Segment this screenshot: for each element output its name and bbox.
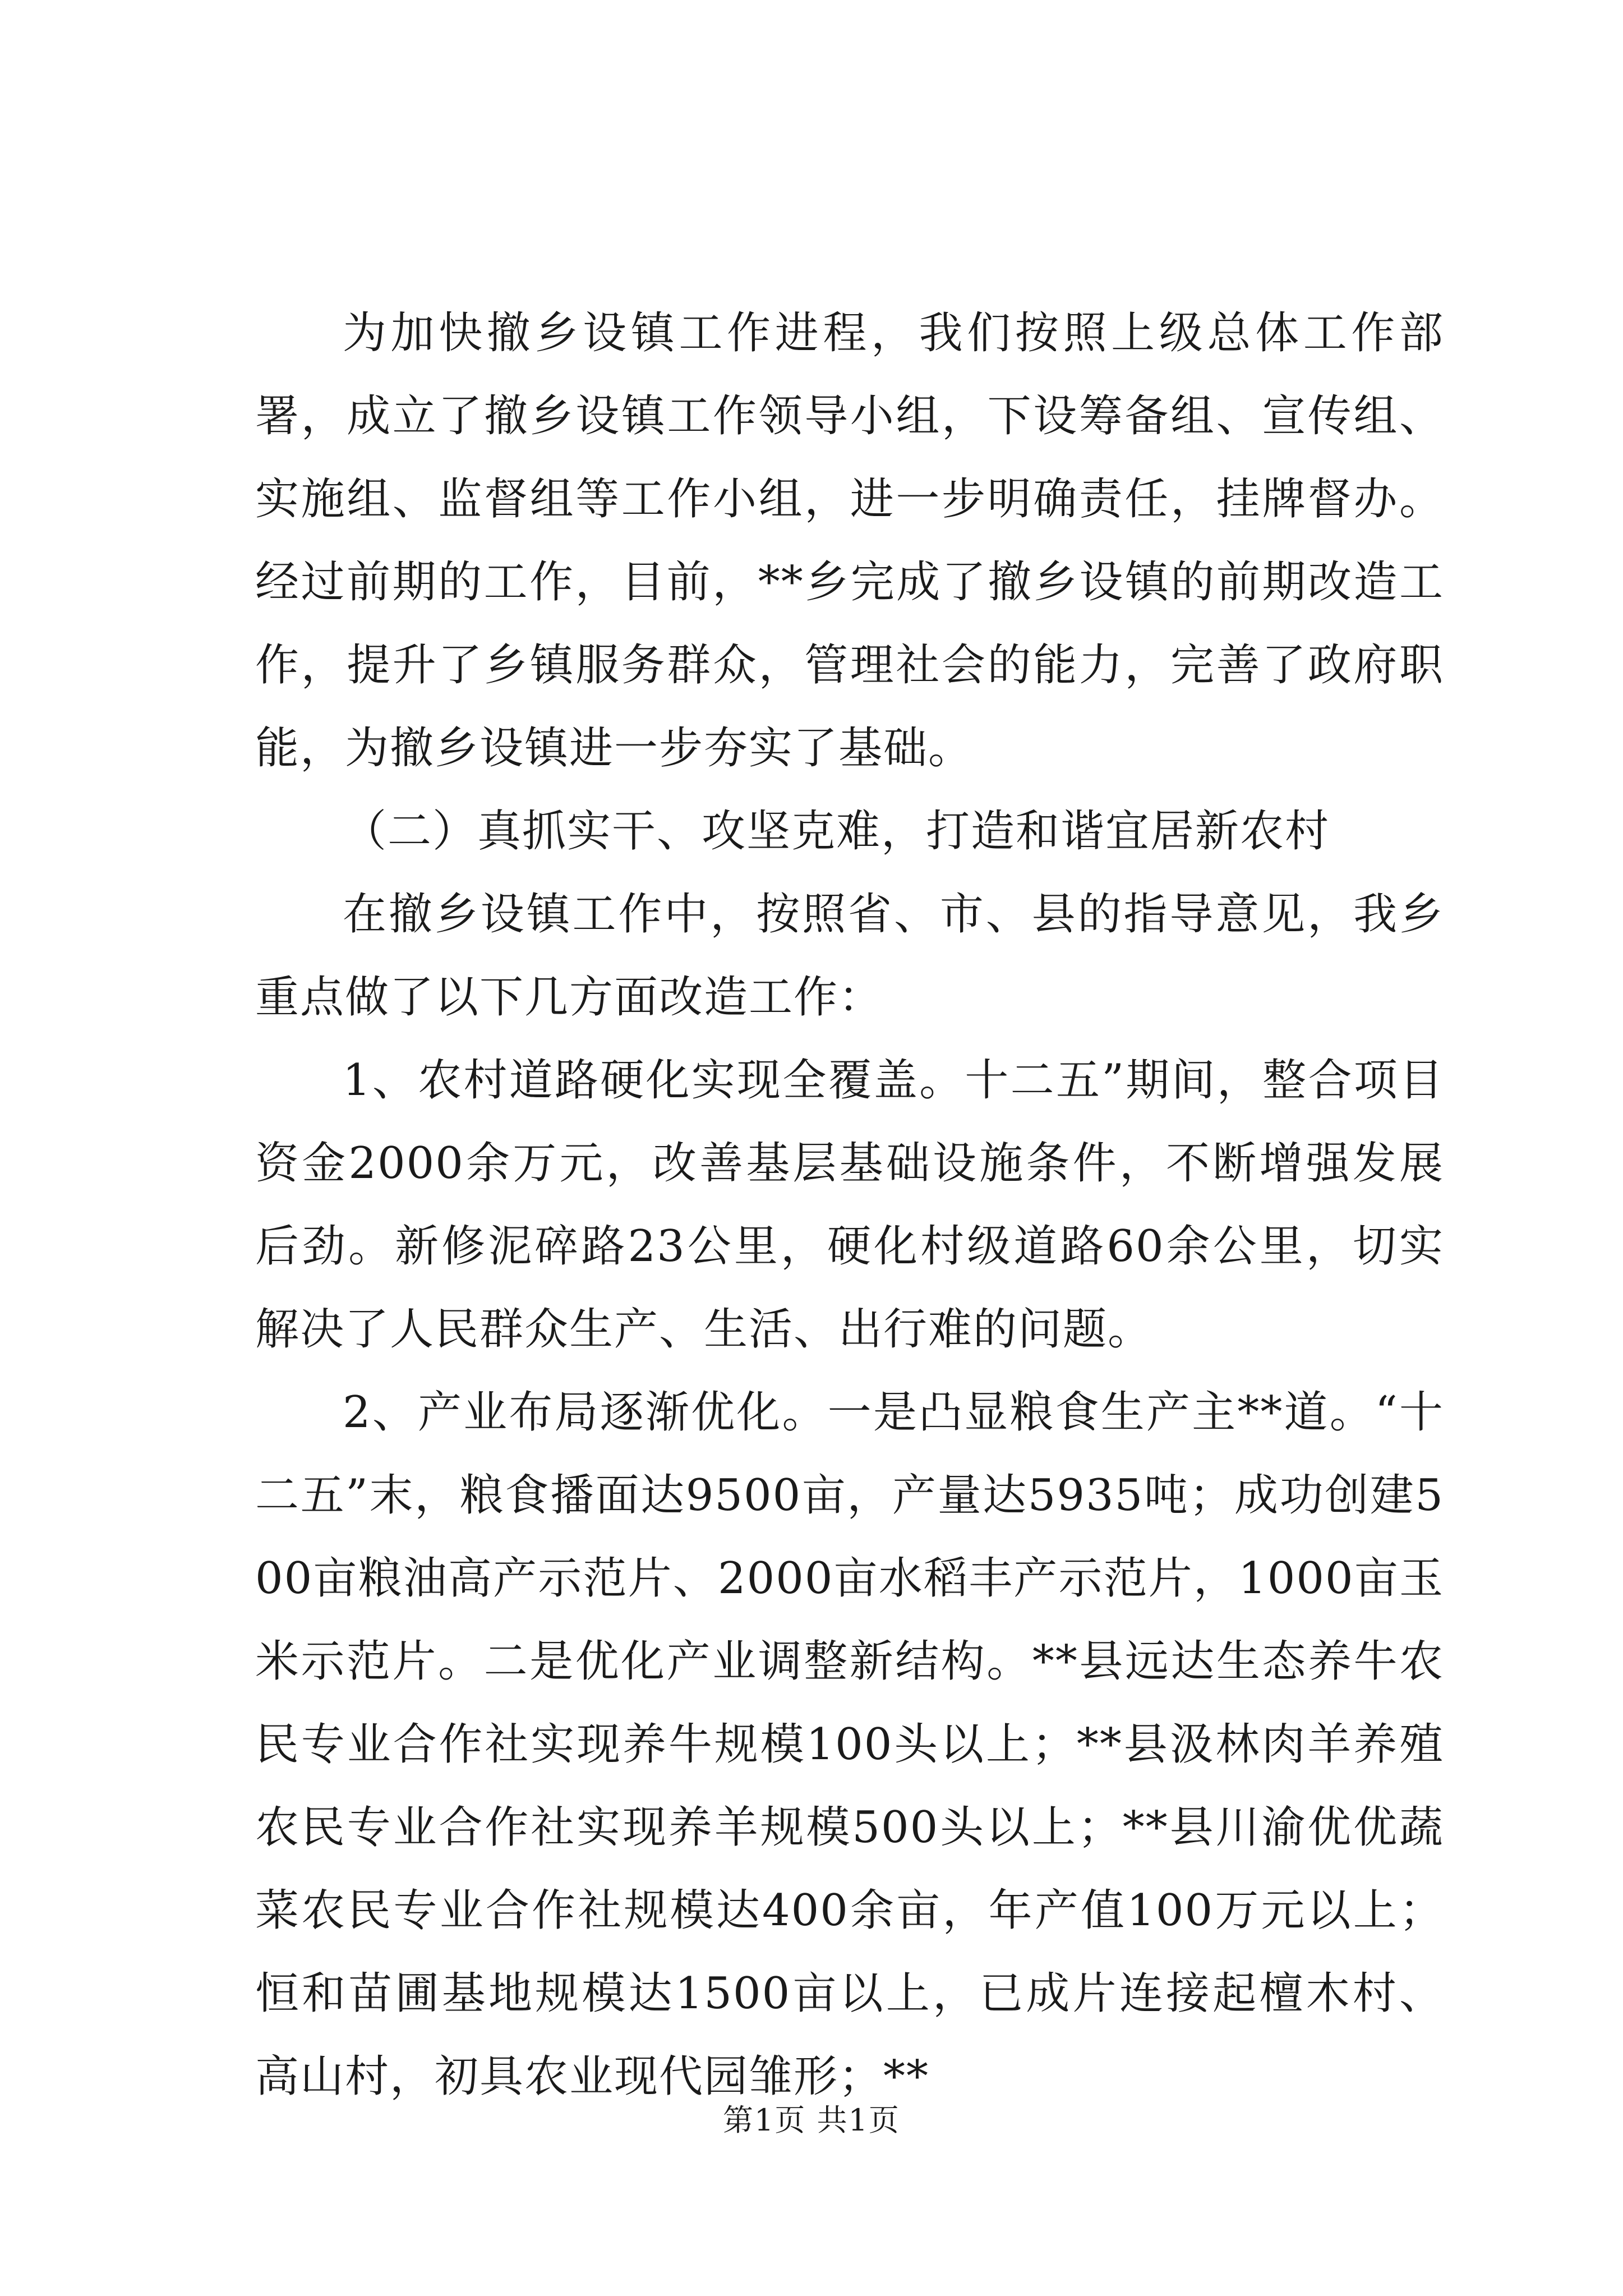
paragraph-intro: 为加快撤乡设镇工作进程，我们按照上级总体工作部署，成立了撤乡设镇工作领导小组，下设筹备组、宣传组、实施组、监督组等工作小组，进一步明确责任，挂牌督办。经过前期的工作，目前，**乡完成了撤乡设镇的前期改造工作，提升了乡镇服务群众，管理社会的能力，完善了政府职能，为撤乡设镇进一步夯实了基础。: [255, 308, 1444, 774]
paragraph-item-1: 1、农村道路硬化实现全覆盖。十二五”期间，整合项目资金2000余万元，改善基层基础设施条件，不断增强发展后劲。新修泥碎路23公里，硬化村级道路60余公里，切实解决了人民群众生产、生活、出行难的问题。: [255, 1055, 1444, 1355]
document-body: [255, 292, 1444, 2118]
page-footer: 第1页 共1页: [723, 2102, 900, 2138]
paragraph-item-2: 2、产业布局逐渐优化。一是凸显粮食生产主**道。“十二五”末，粮食播面达9500亩，产量达5935吨；成功创建500亩粮油高产示范片、2000亩水稻丰产示范片，1000亩玉米示范片。二是优化产业调整新结构。**县远达生态养牛农民专业合作社实现养牛规模100头以上；**县汲林肉羊养殖农民专业合作社实现养羊规模500头以上；**县川渝优优蔬菜农民专业合作社规模达400余亩，年产值100万元以上；恒和苗圃基地规模达1500亩以上，已成片连接起檀木村、高山村，初具农业现代园雏形；**: [255, 1387, 1444, 2102]
paragraph-overview: 在撤乡设镇工作中，按照省、市、县的指导意见，我乡重点做了以下几方面改造工作：: [255, 889, 1444, 1023]
section-heading: （二）真抓实干、攻坚克难，打造和谐宜居新农村: [343, 806, 1330, 857]
